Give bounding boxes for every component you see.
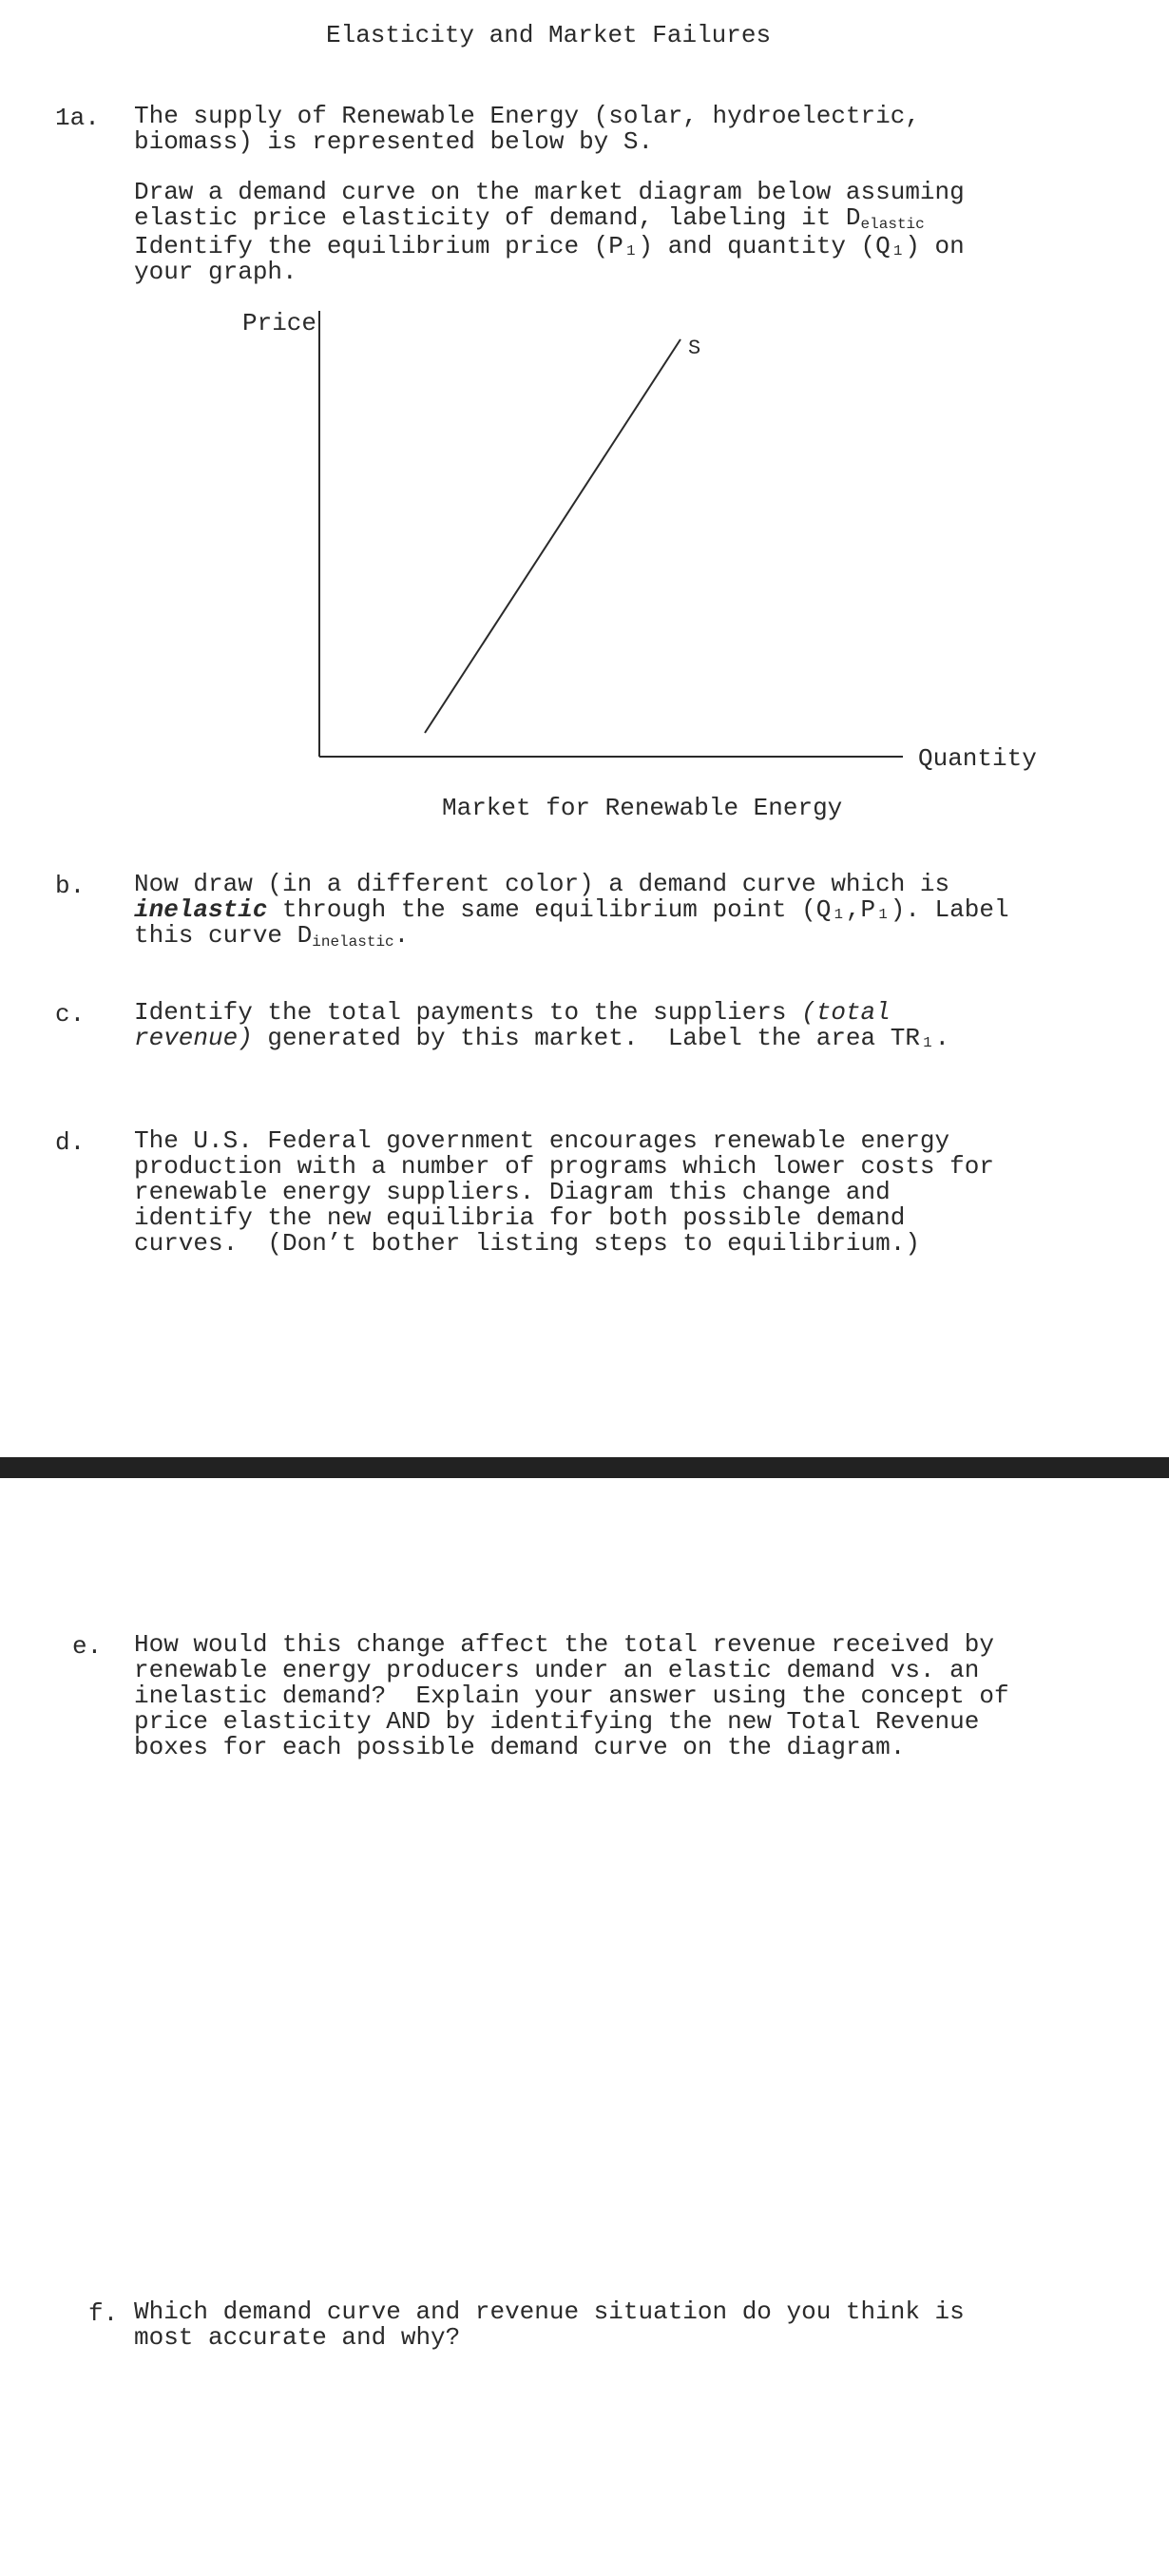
question-1a-line: The supply of Renewable Energy (solar, hydroelectric, [134,102,920,130]
question-d-number: d. [55,1128,86,1157]
question-c-number: c. [55,1000,86,1028]
question-f-line: most accurate and why? [134,2323,461,2352]
question-c-line [134,1026,949,1051]
question-e-line: price elasticity AND by identifying the new Total Revenue [134,1707,980,1736]
question-d-line: The U.S. Federal government encourages renewable energy [134,1126,950,1155]
supply-curve-label: S [688,336,701,360]
question-e-text [134,1632,1009,1760]
question-e-line: renewable energy producers under an elastic demand vs. an [134,1656,980,1684]
question-b-line [134,923,1009,952]
question-d-text [134,1128,994,1257]
quantity-axis-label: Quantity [918,744,1037,773]
question-f-line: Which demand curve and revenue situation do you think is [134,2297,965,2326]
question-b-line [134,897,1009,923]
question-b-number: b. [55,872,86,900]
d-inelastic-subscript: inelastic [312,933,394,951]
question-d-line: curves. (Don’t bother listing steps to equilibrium.) [134,1229,920,1258]
question-c-text [134,1000,949,1051]
price-axis-label: Price [242,309,317,337]
question-c-line [134,1000,949,1026]
question-b-text [134,872,1009,952]
market-diagram [0,0,1169,855]
question-e-number: e. [72,1632,103,1661]
question-1a-number: 1a. [55,104,100,132]
supply-curve [425,339,680,733]
question-f-text [134,2299,965,2351]
question-1a-line: biomass) is represented below by S. [134,127,654,156]
question-c-line-text: Identify the total payments to the suppliers [134,998,802,1027]
question-e-line: How would this change affect the total revenue received by [134,1630,994,1659]
question-e-line: inelastic demand? Explain your answer using the concept of [134,1682,1009,1710]
question-d-line: production with a number of programs which lower costs for [134,1152,994,1181]
question-b-line-text: through the same equilibrium point (Q₁,P₁). Label [267,895,1009,924]
question-c-italic: revenue) [134,1024,253,1052]
question-1a-line: Draw a demand curve on the market diagram below assuming [134,178,965,206]
question-c-italic: (total [801,998,891,1027]
question-b-line: Now draw (in a different color) a demand curve which is [134,870,950,898]
question-1a-line: Identify the equilibrium price (P₁) and quantity (Q₁) on [134,232,965,260]
page-divider [0,1457,1169,1478]
inelastic-emphasis: inelastic [134,895,268,924]
question-d-line: identify the new equilibria for both possible demand [134,1203,906,1232]
question-f-number: f. [88,2299,119,2328]
question-1a-line: your graph. [134,258,297,286]
page-title: Elasticity and Market Failures [326,21,772,49]
question-1a-line-text: elastic price elasticity of demand, labeling it D [134,203,861,232]
d-elastic-subscript: elastic [860,216,925,233]
question-e-line: boxes for each possible demand curve on the diagram. [134,1733,906,1761]
question-d-line: renewable energy suppliers. Diagram this change and [134,1178,891,1206]
question-b-line-end: . [393,921,410,950]
question-b-line-text: this curve D [134,921,313,950]
question-c-line-text: generated by this market. Label the area TR₁. [252,1024,950,1052]
diagram-caption: Market for Renewable Energy [442,794,843,822]
